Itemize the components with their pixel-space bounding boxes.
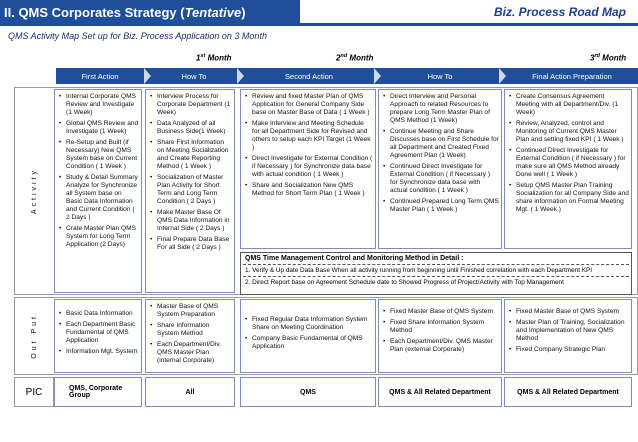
- activity-col-second-action: [240, 89, 376, 249]
- list-item: • Final Prepare Data Base For all Side ( 2 Days ): [150, 236, 232, 252]
- list-item: • Make Master Base Of QMS Data Information in Internal Side ( 2 Days ): [150, 209, 232, 233]
- list-item: • Review and fixed Master Plan of QMS Application for General Company Side base on Master Base of Data ( 1 Week ): [245, 93, 373, 117]
- title-prefix: II. QMS Corporates Strategy (: [4, 5, 185, 20]
- list-item: • Direct Investigate for External Condition ( if Necessary ) for Synchronize data base with actual condition ( 1 Week ): [245, 155, 373, 179]
- list-item: • Each Department/Div. QMS Master Plan (external Corporate): [383, 338, 499, 354]
- list-item: • Make Interview and Meeting Schedule for all Department Side for Revised and others to setup each KPI Target (1 Week ): [245, 120, 373, 152]
- list-item: • Continued Prepared Long Term QMS Master Plan ( 1 Week ): [383, 198, 499, 214]
- list-item: • Create Consensus Agreement Meeting with all Department/Div. (1 Week): [509, 93, 629, 117]
- month-2-sup: nd: [340, 53, 348, 59]
- pic-how-to-1: All: [145, 377, 235, 407]
- month-1-text: Month: [205, 53, 232, 63]
- month-1-num: 1: [196, 53, 201, 63]
- list-item: • Share Information System Method: [150, 322, 232, 338]
- page-title: [0, 0, 300, 26]
- activity-col-how-to-1: [145, 89, 235, 293]
- chevron-right-icon: [144, 68, 151, 84]
- list-item: • Review, Analyzed, control and Monitoring of Current QMS Master Plan and setting fixed KPI ( 1 Week ): [509, 120, 629, 144]
- list-item: • Company Basic Fundamental of QMS Application: [245, 335, 373, 351]
- list-item: • Interview Process for Corporate Department (1 Week): [150, 93, 232, 117]
- time-management-item: 1. Verify & Up date Data Base When all activity running from beginning until Finished correlation with each Department KPI: [245, 267, 593, 274]
- activity-row-label: [14, 87, 54, 295]
- list-item: • Global QMS Review and Investigate (1 Week): [59, 120, 139, 136]
- list-item: • Each Department/Div. QMS Master Plan (internal Corporate): [150, 341, 232, 365]
- title-bar: [0, 0, 638, 26]
- phase-second-action: Second Action: [285, 71, 333, 81]
- pic-first-action: QMS, Corporate Group: [54, 377, 142, 407]
- output-col-first-action: [54, 299, 142, 373]
- activity-col-how-to-2: [378, 89, 502, 249]
- list-item: • Setup QMS Master Plan Training Socialization for all Company Side and share information on Formal Meeting Mgt. ( 1 Week ): [509, 182, 629, 214]
- output-col-second-action: [240, 299, 376, 373]
- output-label-text: Out Put: [30, 313, 38, 359]
- list-item: • Direct Interview and Personal Approach to related Resources to prepare Long Term Master Plan of QMS Method (1 Week): [383, 93, 499, 125]
- month-1-sup: st: [200, 53, 206, 59]
- activity-col-final-action: [504, 89, 632, 249]
- list-item: • Continue Meeting and Share Discusses base on First Schedule for all Department and Created Fixed Agreement Plan (1 Week): [383, 128, 499, 160]
- list-item: • Internal Corporate QMS Review and Investigate (1 Week): [59, 93, 139, 117]
- list-item: • Information Mgt. System: [59, 348, 139, 356]
- title-suffix: ): [241, 5, 246, 20]
- list-item: • Data Analyzed of all Business Side(1 Week): [150, 120, 232, 136]
- list-item: • Crate Master Plan QMS System for Long Term Application (2 Days): [59, 225, 139, 249]
- month-3-num: 3: [590, 53, 595, 63]
- subtitle: QMS Activity Map Set up for Biz. Process Application on 3 Month: [8, 31, 267, 41]
- month-2-num: 2: [336, 53, 341, 63]
- list-item: • Fixed Master Base of QMS System: [383, 308, 499, 316]
- month-3-text: Month: [599, 53, 627, 63]
- month-3-sup: rd: [594, 53, 600, 59]
- list-item: • Fixed Company Strategic Plan: [509, 346, 629, 354]
- phase-how-to-2: How To: [427, 71, 453, 81]
- month-2-label: [336, 53, 373, 63]
- output-col-final-action: [504, 299, 632, 373]
- output-col-how-to-2: [378, 299, 502, 373]
- chevron-right-icon: [237, 68, 244, 84]
- list-item: • Each Department Basic Fundamental of QMS Application: [59, 321, 139, 345]
- chevron-right-icon: [499, 68, 506, 84]
- list-item: • Re-Setup and Built (if Necessary) New QMS System base on Current Condition ( 1 Week ): [59, 139, 139, 171]
- time-management-title: QMS Time Management Control and Monitoring Method in Detail :: [245, 255, 464, 262]
- pic-second-action: QMS: [240, 377, 376, 407]
- list-item: • Basic Data Information: [59, 310, 139, 318]
- list-item: • Share First Information on Meeting Socialization and Create Reporting Method ( 1 Week ): [150, 139, 232, 171]
- pic-final-action: QMS & All Related Department: [504, 377, 632, 407]
- title-emphasis: Tentative: [184, 5, 242, 20]
- activity-col-first-action: [54, 89, 142, 293]
- phase-how-to-1: How To: [181, 71, 207, 81]
- list-item: • Fixed Regular Data Information System Share on Meeting Coordination: [245, 316, 373, 332]
- list-item: • Continued Direct Investigate for External Condition ( if Necessary ) for Synchronize data base with actual condition ( 1 Week ): [383, 163, 499, 195]
- section-title: Biz. Process Road Map: [300, 0, 638, 26]
- phase-first-action: First Action: [81, 71, 119, 81]
- time-management-item: 2. Direct Report base on Agreement Schedule date to Showed Progress of Project/Activity with Top Management: [245, 279, 564, 286]
- pic-row-label: PIC: [14, 377, 54, 407]
- list-item: • Study & Detail Summary Analyze for Synchronize all System base on Basic Data Information and Current Condition ( 2 Days ): [59, 174, 139, 222]
- list-item: • Fixed Share Information System Method: [383, 319, 499, 335]
- activity-label-text: Activity: [30, 167, 38, 215]
- list-item: • Share and Socialization New QMS Method for Short Term Plan ( 1 Week ): [245, 182, 373, 198]
- list-item: • Master Base of QMS System Preparation: [150, 303, 232, 319]
- list-item: • Master Plan of Training, Socialization and Implementation of New QMS Method: [509, 319, 629, 343]
- list-item: • Socialization of Master Plan Activity for Short Term and Long Term Condition ( 2 Days ): [150, 174, 232, 206]
- month-1-label: [196, 53, 232, 63]
- month-3-label: [590, 53, 626, 63]
- output-col-how-to-1: [145, 299, 235, 373]
- list-item: • Fixed Master Base of QMS System: [509, 308, 629, 316]
- month-2-text: Month: [347, 53, 374, 63]
- list-item: • Continued Direct Investigate for External Condition ( if Necessary ) for make sure all QMS Method already Done well ( 1 Week ): [509, 147, 629, 179]
- output-row-label: [14, 297, 54, 375]
- time-management-box: [240, 252, 632, 295]
- pic-how-to-2: QMS & All Related Department: [378, 377, 502, 407]
- phase-final-action: Final Action Preparation: [532, 71, 612, 81]
- chevron-right-icon: [374, 68, 381, 84]
